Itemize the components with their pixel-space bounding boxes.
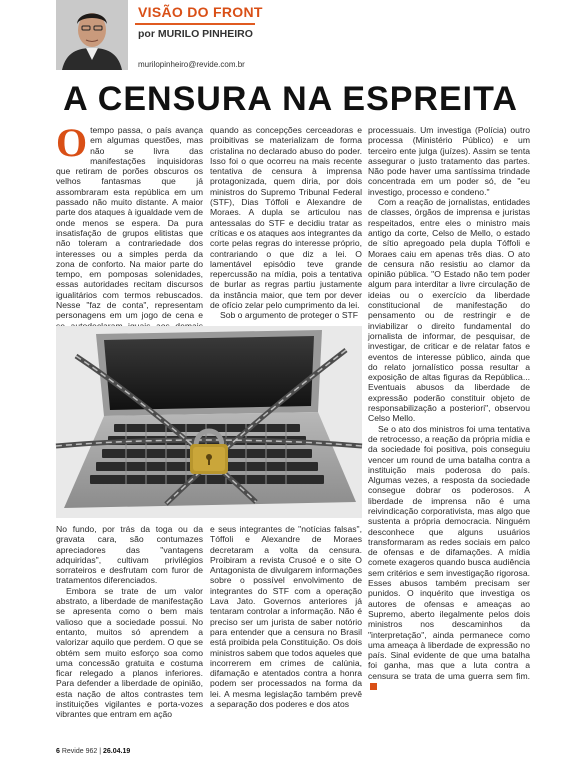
article-column-1-bottom <box>56 524 203 739</box>
column-title: VISÃO DO FRONT <box>138 4 263 20</box>
page-footer <box>56 748 130 755</box>
paragraph: Se o ato dos ministros foi uma tentativa de retrocesso, a reação da própria mídia e da sociedade foi positiva, pois conseguiu vencer um round de uma batalha contra a instituição mais poderosa do país. Algumas vezes, a resposta da sociedade consegue dobrar os poderosos. A liberdade de imprensa não é uma reivindicação corporativista, mas algo que sustenta a própria democracia. Ninguém desconhece que alguns usuários transformaram as redes sociais em palco de ofensas e de difamações. A mídia comete exageros quando busca audiência sem critérios e sem investigação rigorosa. Esses abusos também precisam ser punidos. O inquérito que investiga os autores de ofensas e ameaças ao Supremo, aberto ilegalmente pelos dois ministros nos descaminhos da "interpretação", ainda permanece como uma ameaça à liberdade de expressão no país. Sinal evidente de que uma batalha foi ganha, mas que a luta contra a censura se trata de uma guerra sem fim. <box>368 424 530 692</box>
byline-prefix: por <box>138 28 155 40</box>
headline: A CENSURA NA ESPREITA <box>63 80 518 118</box>
article-column-2-bottom <box>210 524 362 739</box>
paragraph: Com a reação de jornalistas, entidades de classes, órgãos de imprensa e juristas respeitados, entre eles o ministro mais antigo da corte, Celso de Mello, o estado de sítio apregoado pela dupla Tóffoli e Moraes caiu em apenas três dias. O ato de censura não resistiu ao clamor da opinião pública. "O Estado não tem poder algum para interditar a livre circulação de ideias ou o exercício da liberdade constitucional de manifestação do pensamento ou de restringir e de inviabilizar o direito fundamental do jornalista de informar, de pesquisar, de investigar, de criticar e de relatar fatos e eventos de interesse público, ainda que do relato jornalístico possa resultar a exposição de altas figuras da República... Eventuais abusos da liberdade de expressão poderão constituir objeto de responsabilização a posteriori", observou Celso Mello. <box>368 197 530 424</box>
paragraph: Sob o argumento de proteger o STF <box>220 310 359 321</box>
paragraph: No fundo, por trás da toga ou da gravata cara, são contumazes apreciadores das "vantagens adquiridas", cultivam privilégios sorrateiros e desfrutam com furor de tratamentos diferenciados. <box>56 524 203 586</box>
magazine-name: Revide 962 <box>61 748 98 755</box>
article-column-2 <box>210 125 362 325</box>
author-name: MURILO PINHEIRO <box>157 28 253 40</box>
header-rule <box>135 23 255 25</box>
paragraph: processuais. Um investiga (Polícia) outro processa (Ministério Público) e um terceiro ente julga (juízes). Assim se tenta assegurar o justo tratamento das partes. Não pode haver uma santíssima trindade concentrada em um poder só, de "eu investigo, processo e condeno." <box>368 125 530 197</box>
paragraph: quando as concepções cerceadoras e proibitivas se materializam de forma cristalina no declarado abuso do poder. Isso foi o que ocorreu na mais recente tentativa de censura à imprensa protagonizada, quem diria, por dois ministros do Supremo Tribunal Federal (STF), Dias Tóffoli e Alexandre de Moraes. A dupla se articulou nas antessalas do STF e decidiu tratar as críticas e os ataques aos integrantes da corte pelas regras do interesse próprio, contrariando o que diz a lei. O lamentável episódio teve grande repercussão na mídia, pois a tentativa de burlar as regras partiu justamente da instância maior, que tem por dever de ofício zelar pelo cumprimento da lei. <box>210 125 362 311</box>
drop-cap: O <box>56 120 88 165</box>
paragraph: e seus integrantes de "notícias falsas", Tóffoli e Alexandre de Moraes decretaram a volta da censura. Proibiram a revista Crusoé e o site O Antagonista de divulgarem informações sobre o possível envolvimento de integrantes do STF com a operação Lava Jato. Governos anteriores já tentaram controlar a informação. Não é preciso ser um jurista de saber notório para entender que a censura no Brasil está proibida pela Constituição. Os dois ministros sabem que todos aqueles que incorrerem em crimes de calúnia, difamação e atentados contra a honra podem ser processados na forma da lei. A mesma legislação também prevê a separação dos poderes e dos atos <box>210 524 362 710</box>
article-column-3 <box>368 125 530 742</box>
author-photo <box>56 0 128 70</box>
issue-date: 26.04.19 <box>103 748 131 755</box>
page-number: 6 <box>56 748 60 755</box>
article-column-1 <box>56 120 203 321</box>
author-email[interactable]: murilopinheiro@revide.com.br <box>138 60 245 69</box>
paragraph: Otempo passa, o país avança em algumas questões, mas não se livra das manifestações inquisidoras que retiram de porões obscuros os velhos fantasmas que já assombraram esta república em um passado não muito distante. A maior parte dos ataques à igualdade vem de onde menos se espera. Da pura insatisfação de grupos elitistas que não toleram a contrariedade dos interesses ou a simples perda da zona de conforto. Na maior parte do tempo, em pomposas solenidades, essas autoridades recitam discursos igualitários com termos rebuscados. Nesse "faz de conta", representam personagens em um jogo de cena e <box>56 120 203 321</box>
footer-separator: | <box>99 748 102 755</box>
byline <box>138 28 253 40</box>
end-mark-icon <box>370 683 377 690</box>
paragraph: Embora se trate de um valor abstrato, a liberdade de manifestação se apresenta como o bem mais valioso que a sociedade possui. No entanto, muitos só aprendem a valorizar aquilo que perdem. O que se obtém sem muito esforço soa como uma concessão gratuita e costuma ficar relegado a planos inferiores. Para defender a liberdade de opinião, esta nação de altos contrastes tem instituições vigilantes e porta-vozes vibrantes que entram em ação <box>56 585 203 720</box>
laptop-chain-photo <box>56 326 362 518</box>
